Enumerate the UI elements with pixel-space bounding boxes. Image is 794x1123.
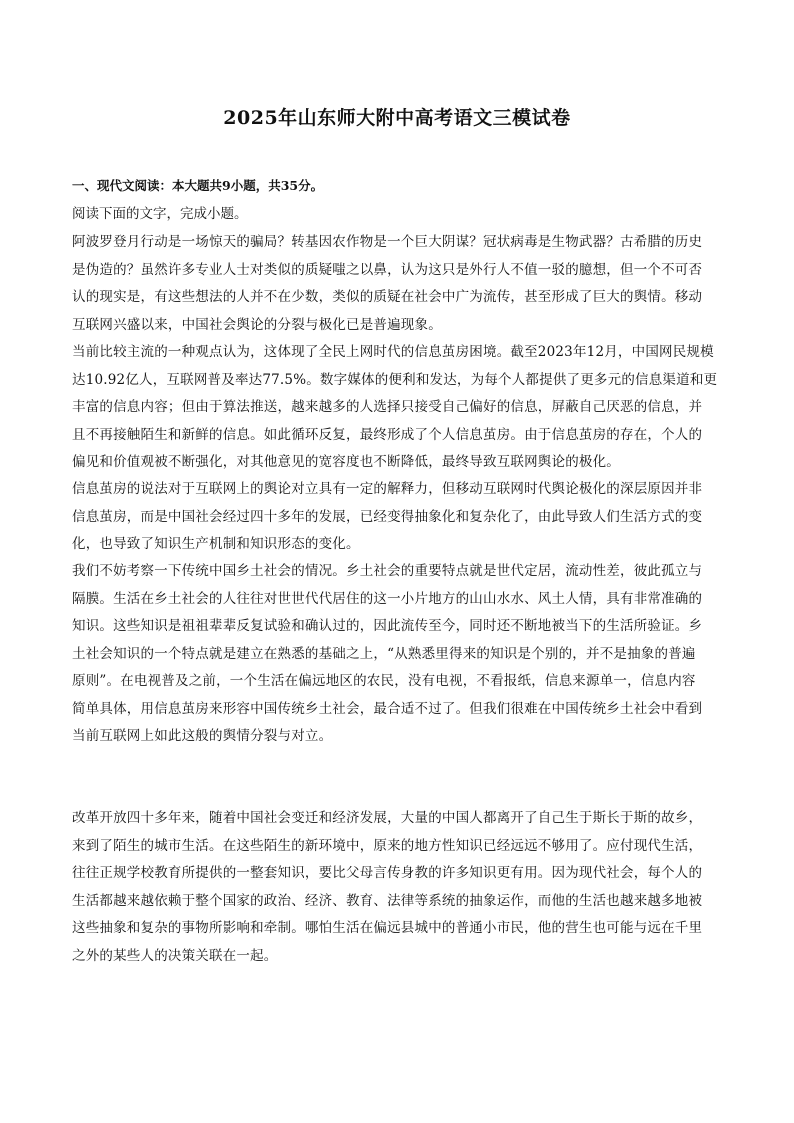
text-line: 我们不妨考察一下传统中国乡土社会的情况。乡土社会的重要特点就是世代定居，流动性差，彼此孤立与: [72, 563, 703, 579]
text-line: 生活都越来越依赖于整个国家的政治、经济、教育、法律等系统的抽象运作，而他的生活也越来越多地被: [72, 892, 703, 909]
text-line: 认的现实是，有这些想法的人并不在少数，类似的质疑在社会中广为流传，甚至形成了巨大的舆情。移动: [72, 289, 703, 305]
page-title: 2025年山东师大附中高考语文三模试卷: [223, 107, 571, 129]
text-line: 往往正规学校教育所提供的一整套知识，要比父母言传身教的许多知识更有用。因为现代社会，每个人的: [72, 865, 703, 881]
paragraph-2: [72, 339, 722, 477]
text-line: 当前比较主流的一种观点认为，这体现了全民上网时代的信息茧房困境。截至2023年12月，中国网民规模: [72, 344, 714, 360]
text-line: 阿波罗登月行动是一场惊天的骗局？转基因农作物是一个巨大阴谋？冠状病毒是生物武器？古希腊的历史: [72, 234, 703, 250]
text-line: 当前互联网上如此这般的舆情分裂与对立。: [72, 728, 333, 744]
text-line: 知识。这些知识是祖祖辈辈反复试验和确认过的，因此流传至今，同时还不断地被当下的生活所验证。乡: [72, 618, 703, 634]
text-line: 来到了陌生的城市生活。在这些陌生的新环境中，原来的地方性知识已经远远不够用了。应付现代生活，: [72, 837, 703, 854]
text-line: 改革开放四十多年来，随着中国社会变迁和经济发展，大量的中国人都离开了自己生于斯长于斯的故乡，: [72, 810, 703, 826]
text-line: 且不再接触陌生和新鲜的信息。如此循环反复，最终形成了个人信息茧房。由于信息茧房的存在，个人的: [72, 426, 703, 443]
paragraph-3: [72, 476, 722, 559]
text-line: 简单具体，用信息茧房来形容中国传统乡土社会，最合适不过了。但我们很难在中国传统乡土社会中看到: [72, 700, 703, 717]
text-line: 丰富的信息内容；但由于算法推送，越来越多的人选择只接受自己偏好的信息，屏蔽自己厌恶的信息，并: [72, 399, 703, 415]
text-line: 隔膜。生活在乡土社会的人往往对世世代代居住的这一小片地方的山山水水、风土人情，具有非常准确的: [72, 590, 703, 607]
text-line: 土社会知识的一个特点就是建立在熟悉的基础之上，“从熟悉里得来的知识是个别的，并不是抽象的普遍: [72, 645, 696, 662]
reading-instruction: 阅读下面的文字，完成小题。: [72, 206, 248, 222]
paragraph-5: [72, 805, 722, 970]
paragraph-1: [72, 229, 722, 339]
text-line: 偏见和价值观被不断强化，对其他意见的宽容度也不断降低，最终导致互联网舆论的极化。: [72, 454, 620, 470]
text-line: 信息茧房的说法对于互联网上的舆论对立具有一定的解释力，但移动互联网时代舆论极化的深层原因并非: [72, 481, 703, 497]
text-line: 互联网兴盛以来，中国社会舆论的分裂与极化已是普遍现象。: [72, 316, 442, 333]
text-line: 这些抽象和复杂的事物所影响和牵制。哪怕生活在偏远县城中的普通小市民，他的营生也可能与远在千里: [72, 920, 703, 936]
text-line: 原则”。在电视普及之前，一个生活在偏远地区的农民，没有电视，不看报纸，信息来源单一，信息内容: [72, 673, 696, 689]
text-line: 信息茧房，而是中国社会经过四十多年的发展，已经变得抽象化和复杂化了，由此导致人们生活方式的变: [72, 508, 703, 525]
text-line: 化，也导致了知识生产机制和知识形态的变化。: [72, 536, 360, 552]
text-line: 之外的某些人的决策关联在一起。: [72, 947, 278, 964]
text-line: 达10.92亿人，互联网普及率达77.5%。数字媒体的便利和发达，为每个人都提供了更多元的信息渠道和更: [72, 371, 718, 388]
text-line: 是伪造的？虽然许多专业人士对类似的质疑嗤之以鼻，认为这只是外行人不值一驳的臆想，但一个不可否: [72, 261, 703, 278]
paragraph-4: [72, 558, 722, 751]
section-heading: 一、现代文阅读：本大题共9小题，共35分。: [72, 178, 324, 193]
